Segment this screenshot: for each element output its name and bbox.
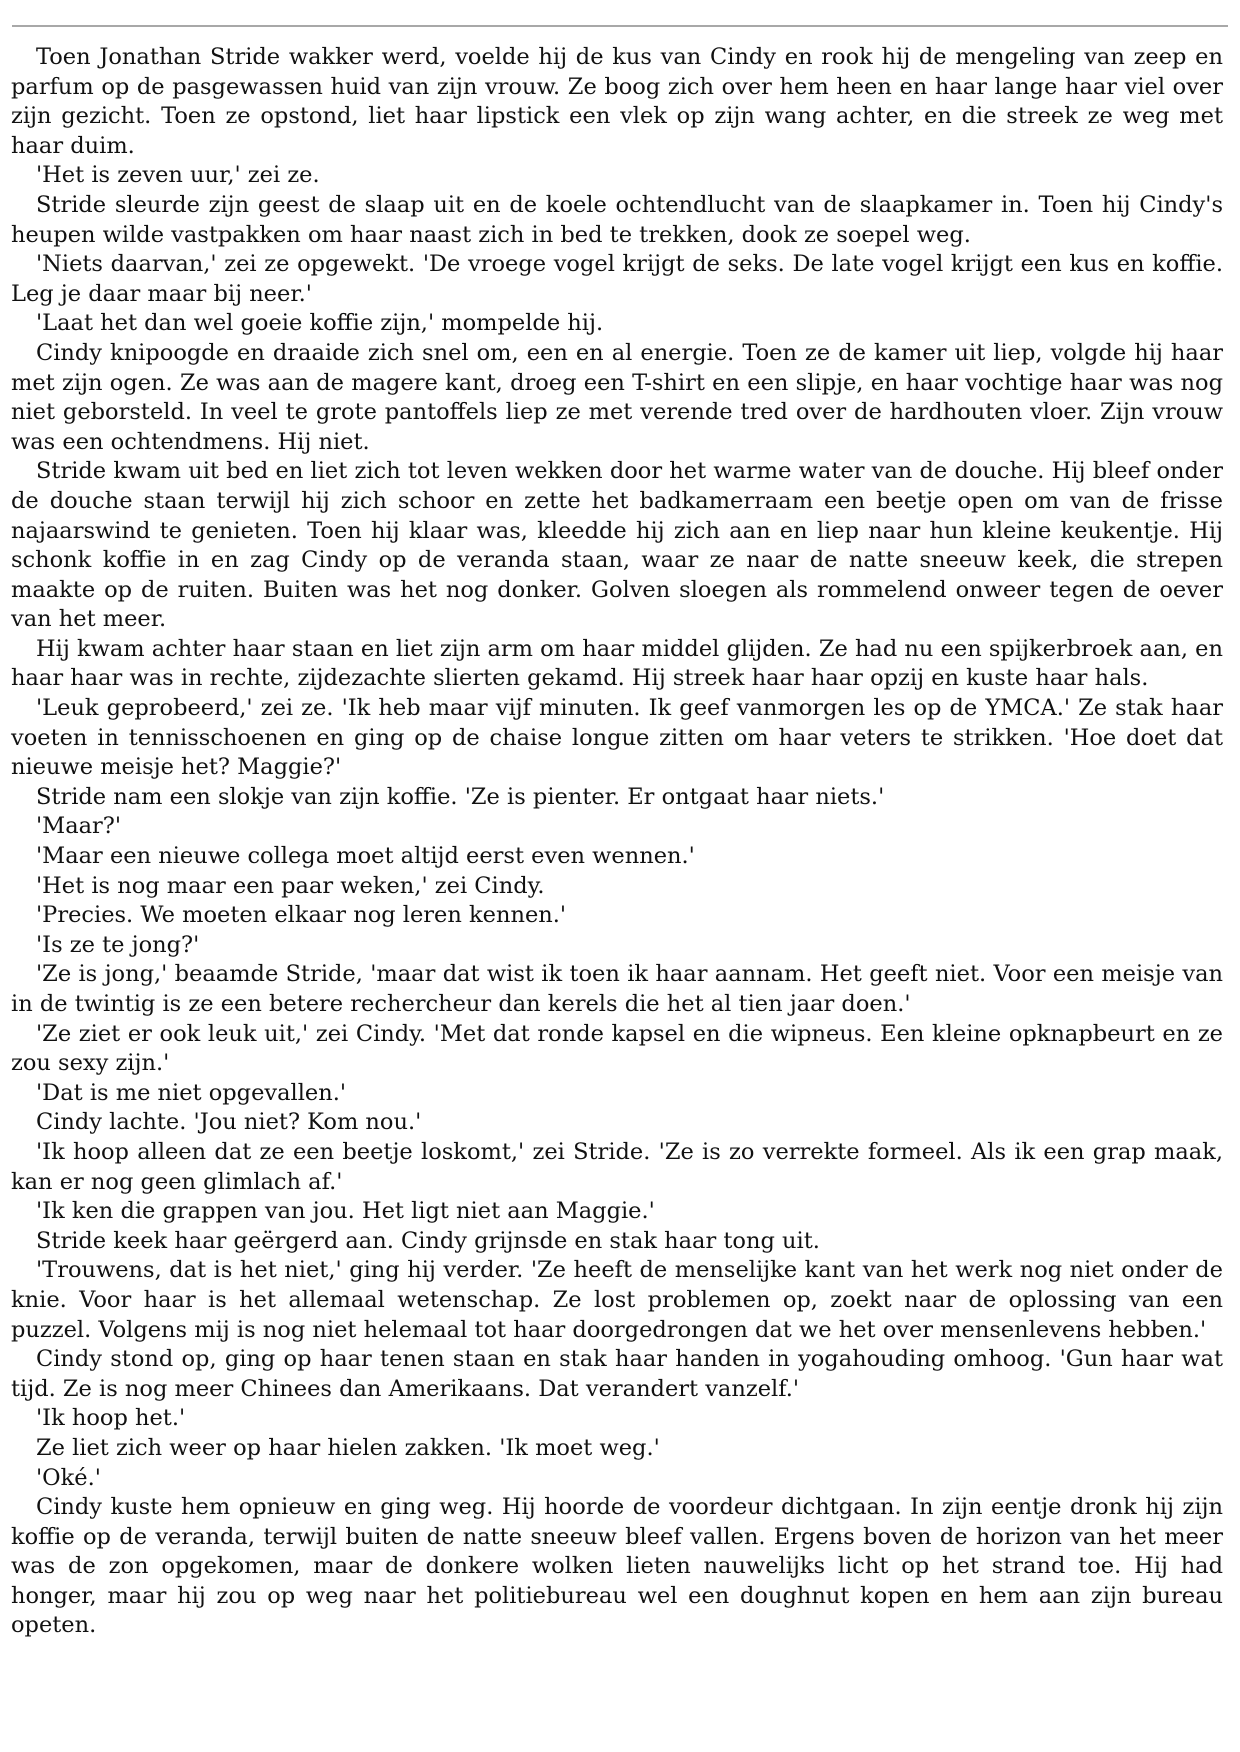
paragraph: 'Ik ken die grappen van jou. Het ligt niet aan Maggie.' <box>36 1198 655 1225</box>
paragraph: 'Het is zeven uur,' zei ze. <box>36 162 320 189</box>
paragraph: Cindy kuste hem opnieuw en ging weg. Hij hoorde de voordeur dichtgaan. In zijn eentje dronk hij zijn koffie op de veranda, terwijl buiten de natte sneeuw bleef vallen. Ergens boven de horizon van het meer was de zon opgekomen, maar de donkere wolken lieten nauwelijks licht op het strand toe. Hij had honger, maar hij zou op weg naar het politiebureau wel een doughnut kopen en hem aan zijn bureau opeten. <box>11 1494 1223 1639</box>
paragraph: 'Ze is jong,' beaamde Stride, 'maar dat wist ik toen ik haar aannam. Het geeft niet. Voor een meisje van in de twintig is ze een betere rechercheur dan kerels die het al tien jaar doen.' <box>11 961 1223 1017</box>
paragraph: 'Is ze te jong?' <box>36 931 200 958</box>
top-divider <box>12 25 1228 27</box>
paragraph: Stride sleurde zijn geest de slaap uit en de koele ochtendlucht van de slaapkamer in. Toen hij Cindy's heupen wilde vastpakken om haar naast zich in bed te trekken, dook ze soepel weg. <box>11 191 1223 248</box>
paragraph: 'Leuk geprobeerd,' zei ze. 'Ik heb maar vijf minuten. Ik geef vanmorgen les op de YMCA.' Ze stak haar voeten in tennisschoenen en ging op de chaise longue zitten om haar veters te strikken. 'Hoe doet dat nieuwe meisje het? Maggie?' <box>11 695 1223 781</box>
paragraph: Hij kwam achter haar staan en liet zijn arm om haar middel glijden. Ze had nu een spijkerbroek aan, en haar haar was in rechte, zijdezachte slierten gekamd. Hij streek haar haar opzij en kuste haar hals. <box>11 635 1223 692</box>
paragraph: Cindy lachte. 'Jou niet? Kom nou.' <box>36 1109 422 1136</box>
paragraph: 'Dat is me niet opgevallen.' <box>36 1079 347 1106</box>
paragraph: Cindy knipoogde en draaide zich snel om, een en al energie. Toen ze de kamer uit liep, volgde hij haar met zijn ogen. Ze was aan de magere kant, droeg een T-shirt en een slipje, en haar vochtige haar was nog niet geborsteld. In veel te grote pantoffels liep ze met verende tred over de hardhouten vloer. Zijn vrouw was een ochtendmens. Hij niet. <box>11 339 1223 455</box>
paragraph: 'Ze ziet er ook leuk uit,' zei Cindy. 'Met dat ronde kapsel en die wipneus. Een kleine opknapbeurt en ze zou sexy zijn.' <box>11 1020 1223 1077</box>
paragraph: Cindy stond op, ging op haar tenen staan en stak haar handen in yogahouding omhoog. 'Gun haar wat tijd. Ze is nog meer Chinees dan Amerikaans. Dat verandert vanzelf.' <box>11 1346 1223 1402</box>
document-body <box>11 43 1223 1641</box>
paragraph: 'Maar een nieuwe collega moet altijd eerst even wennen.' <box>36 843 695 870</box>
paragraph: 'Maar?' <box>36 813 122 840</box>
paragraph: Stride kwam uit bed en liet zich tot leven wekken door het warme water van de douche. Hij bleef onder de douche staan terwijl hij zich schoor en zette het badkamerraam een beetje open om van de frisse najaarswind te genieten. Toen hij klaar was, kleedde hij zich aan en liep naar hun kleine keukentje. Hij schonk koffie in en zag Cindy op de veranda staan, waar ze naar de natte sneeuw keek, die strepen maakte op de ruiten. Buiten was het nog donker. Golven sloegen als rommelend onweer tegen de oever van het meer. <box>11 458 1223 633</box>
paragraph: Toen Jonathan Stride wakker werd, voelde hij de kus van Cindy en rook hij de mengeling van zeep en parfum op de pasgewassen huid van zijn vrouw. Ze boog zich over hem heen en haar lange haar viel over zijn gezicht. Toen ze opstond, liet haar lipstick een vlek op zijn wang achter, en die streek ze weg met haar duim. <box>11 44 1223 159</box>
paragraph: Stride nam een slokje van zijn koffie. 'Ze is pienter. Er ontgaat haar niets.' <box>36 783 885 810</box>
paragraph: 'Ik hoop alleen dat ze een beetje loskomt,' zei Stride. 'Ze is zo verrekte formeel. Als ik een grap maak, kan er nog geen glimlach af.' <box>11 1138 1223 1195</box>
paragraph: 'Het is nog maar een paar weken,' zei Cindy. <box>36 872 545 899</box>
paragraph: 'Ik hoop het.' <box>36 1405 186 1432</box>
paragraph: 'Niets daarvan,' zei ze opgewekt. 'De vroege vogel krijgt de seks. De late vogel krijgt een kus en koffie. Leg je daar maar bij neer.' <box>11 251 1223 307</box>
paragraph: Ze liet zich weer op haar hielen zakken. 'Ik moet weg.' <box>36 1434 660 1461</box>
paragraph: 'Precies. We moeten elkaar nog leren kennen.' <box>36 902 567 929</box>
paragraph: 'Trouwens, dat is het niet,' ging hij verder. 'Ze heeft de menselijke kant van het werk nog niet onder de knie. Voor haar is het allemaal wetenschap. Ze lost problemen op, zoekt naar de oplossing van een puzzel. Volgens mij is nog niet helemaal tot haar doorgedrongen dat we het over mensenlevens hebben.' <box>11 1257 1223 1343</box>
paragraph: 'Laat het dan wel goeie koffie zijn,' mompelde hij. <box>36 310 604 337</box>
paragraph: 'Oké.' <box>36 1464 101 1491</box>
paragraph: Stride keek haar geërgerd aan. Cindy grijnsde en stak haar tong uit. <box>36 1227 820 1254</box>
